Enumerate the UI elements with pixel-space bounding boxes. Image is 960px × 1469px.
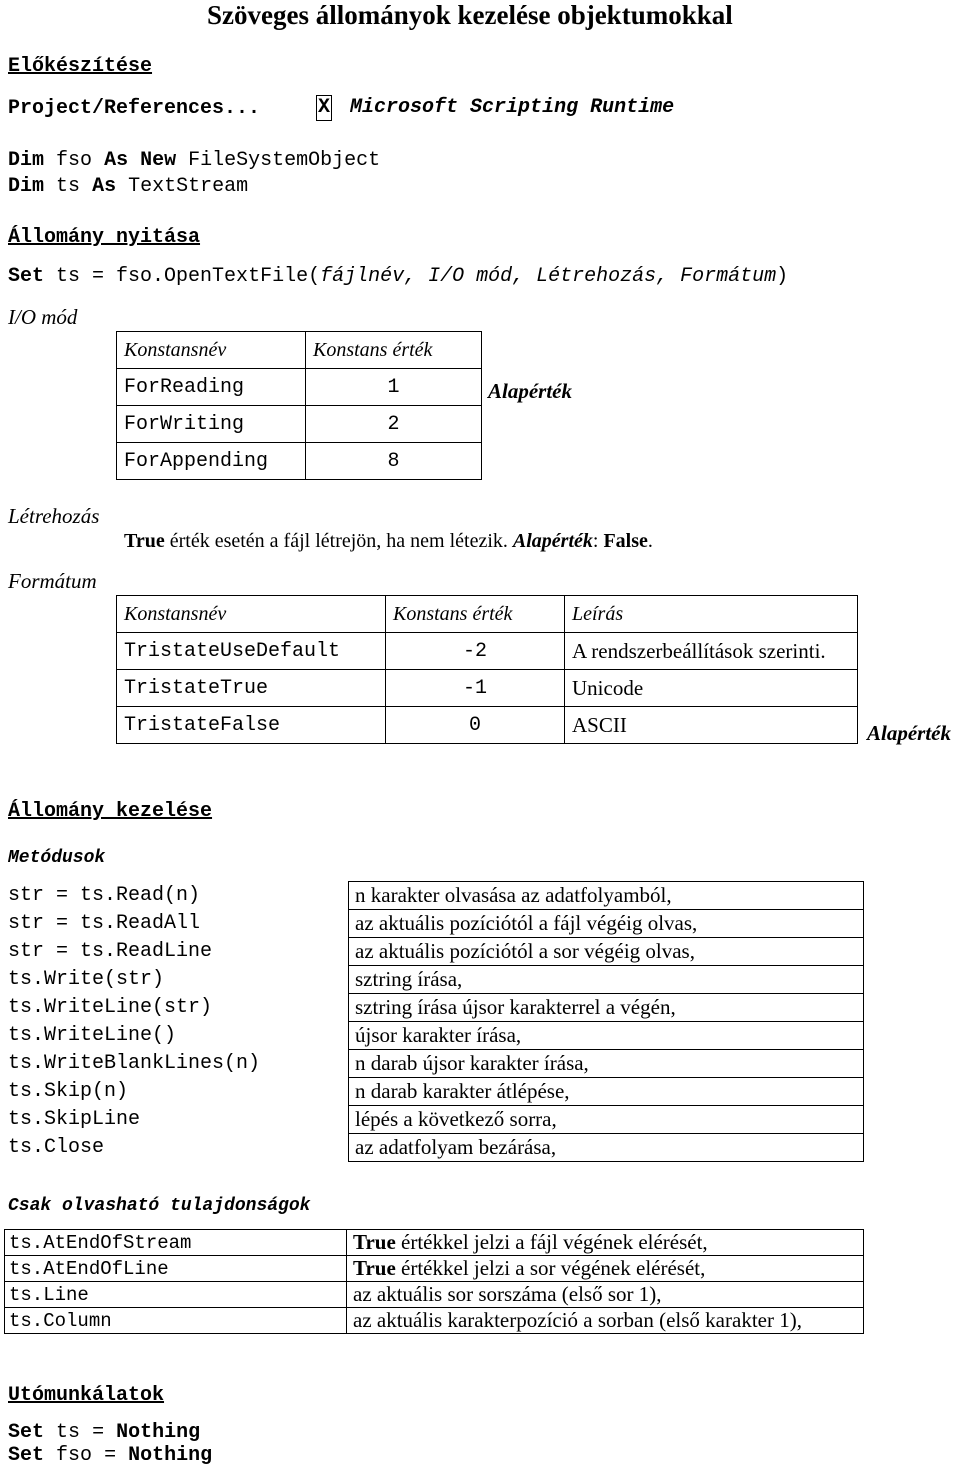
method-description: az aktuális pozíciótól a fájl végéig olvas,: [349, 910, 864, 938]
table-row: [8, 1078, 864, 1106]
method-description: sztring írása újsor karakterrel a végén,: [349, 994, 864, 1022]
property-code: ts.AtEndOfLine: [5, 1256, 347, 1282]
method-description: n karakter olvasása az adatfolyamból,: [349, 882, 864, 910]
table-row: [8, 882, 864, 910]
method-description: n darab újsor karakter írása,: [349, 1050, 864, 1078]
format-label: Formátum: [8, 569, 97, 593]
method-code: ts.Write(str): [8, 968, 165, 991]
format-table: [116, 595, 858, 744]
create-description: True érték esetén a fájl létrejön, ha nem létezik. Alapérték: False.: [124, 530, 653, 552]
table-row: [5, 1282, 864, 1308]
constant-name: ForWriting: [117, 406, 306, 443]
references-menu-path: Project/References...: [8, 97, 261, 120]
section-heading-prep: Előkészítése: [8, 55, 153, 78]
table-row: [117, 369, 482, 406]
table-row: [8, 1106, 864, 1134]
table-row: [5, 1230, 864, 1256]
header-cell: Leírás: [565, 596, 858, 633]
code-dim-fso: Dim fso As New FileSystemObject: [8, 149, 381, 172]
property-code: ts.AtEndOfStream: [5, 1230, 347, 1256]
method-code: str = ts.ReadAll: [8, 912, 201, 935]
header-cell: Konstans érték: [306, 332, 482, 369]
table-row: [8, 910, 864, 938]
io-mode-table: [116, 331, 482, 480]
table-row: [117, 443, 482, 480]
section-heading-cleanup: Utómunkálatok: [8, 1384, 165, 1407]
table-row: [5, 1308, 864, 1334]
table-row: [8, 1050, 864, 1078]
constant-value: -1: [386, 670, 565, 707]
constant-description: ASCII: [565, 707, 858, 744]
readonly-props-heading: Csak olvasható tulajdonságok: [8, 1196, 311, 1216]
section-heading-open: Állomány nyitása: [8, 226, 201, 249]
constant-value: 0: [386, 707, 565, 744]
method-code: ts.WriteLine(str): [8, 996, 213, 1019]
table-row: [8, 1022, 864, 1050]
table-row: [8, 938, 864, 966]
constant-value: 1: [306, 369, 482, 406]
checkbox-x-mark: X: [318, 96, 331, 119]
code-dim-ts: Dim ts As TextStream: [8, 175, 249, 198]
method-code: ts.WriteLine(): [8, 1024, 177, 1047]
table-row: [117, 707, 858, 744]
constant-name: TristateFalse: [117, 707, 386, 744]
property-description: az aktuális karakterpozíció a sorban (első karakter 1),: [347, 1308, 864, 1334]
table-header-row: [117, 596, 858, 633]
property-description: az aktuális sor sorszáma (első sor 1),: [347, 1282, 864, 1308]
table-row: [117, 633, 858, 670]
section-heading-handle: Állomány kezelése: [8, 800, 213, 823]
code-set-ts-nothing: Set ts = Nothing: [8, 1421, 201, 1444]
create-label: Létrehozás: [8, 504, 100, 528]
methods-table: [8, 881, 864, 1162]
table-row: [8, 994, 864, 1022]
method-description: sztring írása,: [349, 966, 864, 994]
method-description: n darab karakter átlépése,: [349, 1078, 864, 1106]
table-row: [5, 1256, 864, 1282]
code-opentextfile: Set ts = fso.OpenTextFile(fájlnév, I/O mód, Létrehozás, Formátum): [8, 265, 789, 288]
method-code: ts.Close: [8, 1136, 105, 1159]
header-cell: Konstans érték: [386, 596, 565, 633]
method-description: újsor karakter írása,: [349, 1022, 864, 1050]
method-code: ts.Skip(n): [8, 1080, 129, 1103]
table-row: [8, 1134, 864, 1162]
constant-value: 2: [306, 406, 482, 443]
reference-library-name: Microsoft Scripting Runtime: [350, 96, 675, 119]
header-cell: Konstansnév: [117, 332, 306, 369]
constant-name: ForAppending: [117, 443, 306, 480]
reference-checkbox: [316, 95, 674, 121]
property-description: True értékkel jelzi a sor végének elérését,: [347, 1256, 864, 1282]
table-header-row: [117, 332, 482, 369]
table-row: [8, 966, 864, 994]
header-cell: Konstansnév: [117, 596, 386, 633]
constant-name: TristateUseDefault: [117, 633, 386, 670]
method-description: az aktuális pozíciótól a sor végéig olvas,: [349, 938, 864, 966]
method-description: az adatfolyam bezárása,: [349, 1134, 864, 1162]
method-code: str = ts.ReadLine: [8, 940, 213, 963]
methods-heading: Metódusok: [8, 848, 106, 868]
property-code: ts.Column: [5, 1308, 347, 1334]
method-code: ts.WriteBlankLines(n): [8, 1052, 261, 1075]
method-code: str = ts.Read(n): [8, 884, 201, 907]
default-note-format: Alapérték: [867, 721, 951, 745]
method-description: lépés a következő sorra,: [349, 1106, 864, 1134]
properties-table: [4, 1229, 864, 1334]
method-code: ts.SkipLine: [8, 1108, 141, 1131]
io-mode-label: I/O mód: [8, 305, 78, 329]
default-note-io: Alapérték: [488, 379, 572, 403]
property-code: ts.Line: [5, 1282, 347, 1308]
code-set-fso-nothing: Set fso = Nothing: [8, 1444, 213, 1467]
property-description: True értékkel jelzi a fájl végének elérését,: [347, 1230, 864, 1256]
table-row: [117, 670, 858, 707]
constant-description: Unicode: [565, 670, 858, 707]
constant-description: A rendszerbeállítások szerinti.: [565, 633, 858, 670]
constant-value: 8: [306, 443, 482, 480]
page-title: Szöveges állományok kezelése objektumokkal: [207, 0, 733, 30]
table-row: [117, 406, 482, 443]
constant-name: TristateTrue: [117, 670, 386, 707]
constant-value: -2: [386, 633, 565, 670]
constant-name: ForReading: [117, 369, 306, 406]
